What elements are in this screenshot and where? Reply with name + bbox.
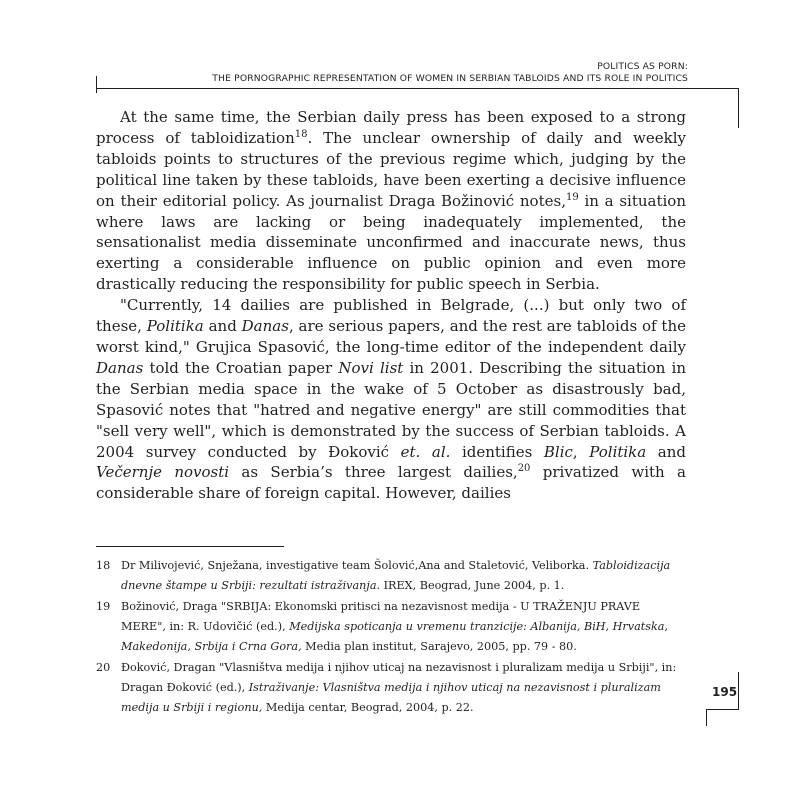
paragraph-2: "Currently, 14 dailies are published in Belgrade, (...) but only two of these, Politika and Danas, are serious papers, and the rest are tabloids of the worst kind," Grujica Spasović, the long-time editor of the independent daily Danas told the Croatian paper Novi list in 2001. Describing the situation in the Serbian media space in the wake of 5 October as disastrously bad, Spasović notes that "hatred and negative energy" are still commodities that "sell very well", which is demonstrated by the success of Serbian tabloids. A 2004 survey conducted by Đoković et. al. identifies Blic, Politika and Večernje novosti as Serbia’s three largest dailies,$^{20}$ privatized with a considerable share of foreign capital. However, dailies	[96, 296, 687, 503]
page-number-rule-left	[706, 709, 707, 726]
running-header	[212, 61, 688, 85]
footnote-text: Dr Milivojević, Snježana, investigative team Šolović,Ana and Staletović, Veliborka. Tabloidizacija dnevne štampe u Srbiji: rezultati istraživanja. IREX, Beograd, June 2004, p. 1.	[121, 559, 671, 592]
footnote-separator	[96, 546, 284, 547]
header-rule-left	[96, 76, 97, 93]
footnote-ref-18: 18	[294, 128, 308, 140]
header-line-1: POLITICS AS PORN:	[597, 61, 688, 72]
footnote-number: 19	[96, 600, 111, 613]
footnote-number: 18	[96, 559, 111, 572]
footnotes	[96, 556, 686, 719]
paragraph-1: At the same time, the Serbian daily press has been exposed to a strong process of tabloidization$^{18}$. The unclear ownership of daily and weekly tabloids points to structures of the previous regime which, judging by the political line taken by these tabloids, have been exerting a decisive influence on their editorial policy. As journalist Draga Božinović notes,$^{19}$ in a situation where laws are lacking or being inadequately implemented, the sensationalist media disseminate unconfirmed and inaccurate news, thus exerting a considerable influence on public opinion and even more drastically reducing the responsibility for public speech in Serbia.	[96, 108, 687, 294]
footnote-number: 20	[96, 661, 111, 674]
page-number-rule-bottom	[706, 709, 739, 710]
footnote-20	[96, 658, 686, 718]
header-line-2: THE PORNOGRAPHIC REPRESENTATION OF WOMEN IN SERBIAN TABLOIDS AND ITS ROLE IN POLITICS	[212, 73, 688, 84]
footnote-ref-20: 20	[517, 463, 531, 475]
page-number-rule-right	[738, 672, 739, 710]
page-number: 195	[712, 685, 738, 699]
footnote-19	[96, 597, 686, 657]
footnote-18	[96, 556, 686, 596]
header-rule-bottom	[96, 88, 739, 89]
footnote-text: Božinović, Draga "SRBIJA: Ekonomski pritisci na nezavisnost medija - U TRAŽENJU PRAVE MERE", in: R. Udovičić (ed.), Medijska spoticanja u vremenu tranzicije: Albanija, BiH, Hrvatska, Makedonija, Srbija i Crna Gora, Media plan institut, Sarajevo, 2005, pp. 79 - 80.	[121, 600, 668, 653]
body-text	[96, 107, 686, 504]
header-rule-right	[738, 88, 739, 128]
footnote-text: Đoković, Dragan "Vlasništva medija i njihov uticaj na nezavisnost i pluralizam medija u Srbiji", in: Dragan Đoković (ed.), Istraživanje: Vlasništva medija i njihov uticaj na nezavisnost i pluralizam medija u Srbiji i regionu, Medija centar, Beograd, 2004, p. 22.	[121, 661, 677, 714]
footnote-ref-19: 19	[565, 191, 579, 203]
